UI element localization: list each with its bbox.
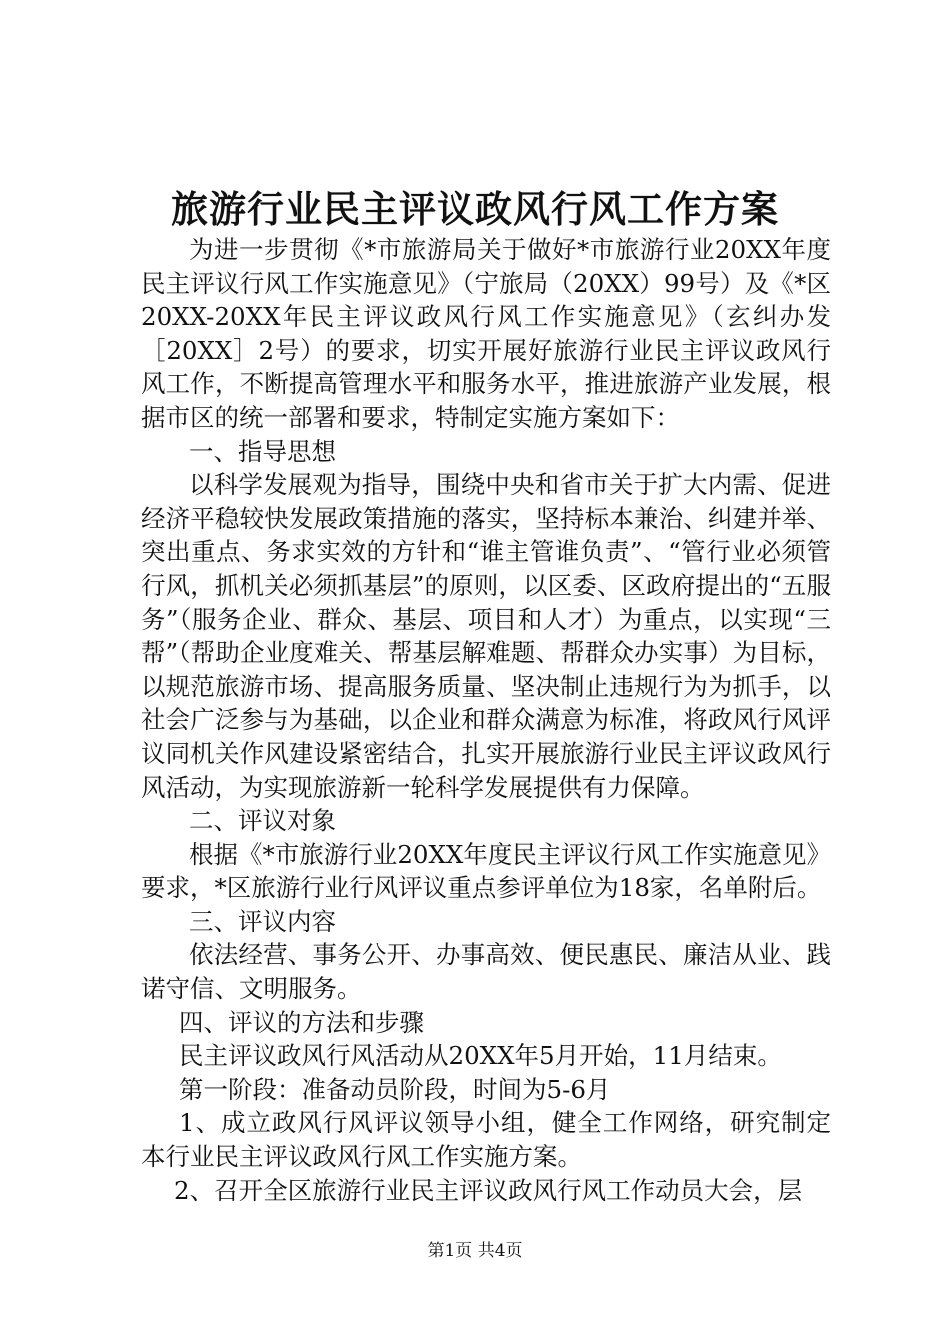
section-heading-evaluation-content: 三、评议内容 xyxy=(189,906,336,936)
evaluation-targets-paragraph: 根据《*市旅游行业20XX年度民主评议行风工作实施意见》要求，*区旅游行业行风评议重点参评单位为18家，名单附后。 xyxy=(141,839,831,903)
evaluation-content-paragraph: 依法经营、事务公开、办事高效、便民惠民、廉洁从业、践诺守信、文明服务。 xyxy=(141,940,831,1004)
step-two-paragraph: 2、召开全区旅游行业民主评议政风行风工作动员大会，层 xyxy=(174,1175,803,1205)
guiding-ideology-paragraph: 以科学发展观为指导，围绕中央和省市关于扩大内需、促进经济平稳较快发展政策措施的落实，坚持标本兼治、纠建并举、突出重点、务求实效的方针和“谁主管谁负责”、“管行业必须管行风，抓机关必须抓基层”的原则，以区委、区政府提出的“五服务”（服务企业、群众、基层、项目和人才）为重点，以实现“三帮”（帮助企业度难关、帮基层解难题、帮群众办实事）为目标，以规范旅游市场、提高服务质量、坚决制止违规行为为抓手，以社会广泛参与为基础，以企业和群众满意为标准，将政风行风评议同机关作风建设紧密结合，扎实开展旅游行业民主评议政风行风活动，为实现旅游新一轮科学发展提供有力保障。 xyxy=(141,470,831,802)
section-heading-methods-steps: 四、评议的方法和步骤 xyxy=(179,1007,424,1037)
activity-period-paragraph: 民主评议政风行风活动从20XX年5月开始，11月结束。 xyxy=(179,1041,782,1071)
document-title: 旅游行业民主评议政风行风工作方案 xyxy=(171,187,779,231)
intro-paragraph: 为进一步贯彻《*市旅游局关于做好*市旅游行业20XX年度民主评议行风工作实施意见》（宁旅局（20XX）99号）及《*区20XX-20XX年民主评议政风行风工作实施意见》（玄纠办发［20XX］2号）的要求，切实开展好旅游行业民主评议政风行风工作，不断提高管理水平和服务水平，推进旅游产业发展，根据市区的统一部署和要求，特制定实施方案如下： xyxy=(141,235,831,432)
section-heading-guiding-ideology: 一、指导思想 xyxy=(189,436,336,466)
document-body xyxy=(141,233,831,1207)
step-one-paragraph: 1、成立政风行风评议领导小组，健全工作网络，研究制定本行业民主评议政风行风工作实施方案。 xyxy=(141,1108,831,1172)
page-number-footer: 第1页 共4页 xyxy=(427,1241,523,1261)
phase-one-heading: 第一阶段：准备动员阶段，时间为5-6月 xyxy=(179,1074,611,1104)
section-heading-evaluation-targets: 二、评议对象 xyxy=(189,806,336,836)
